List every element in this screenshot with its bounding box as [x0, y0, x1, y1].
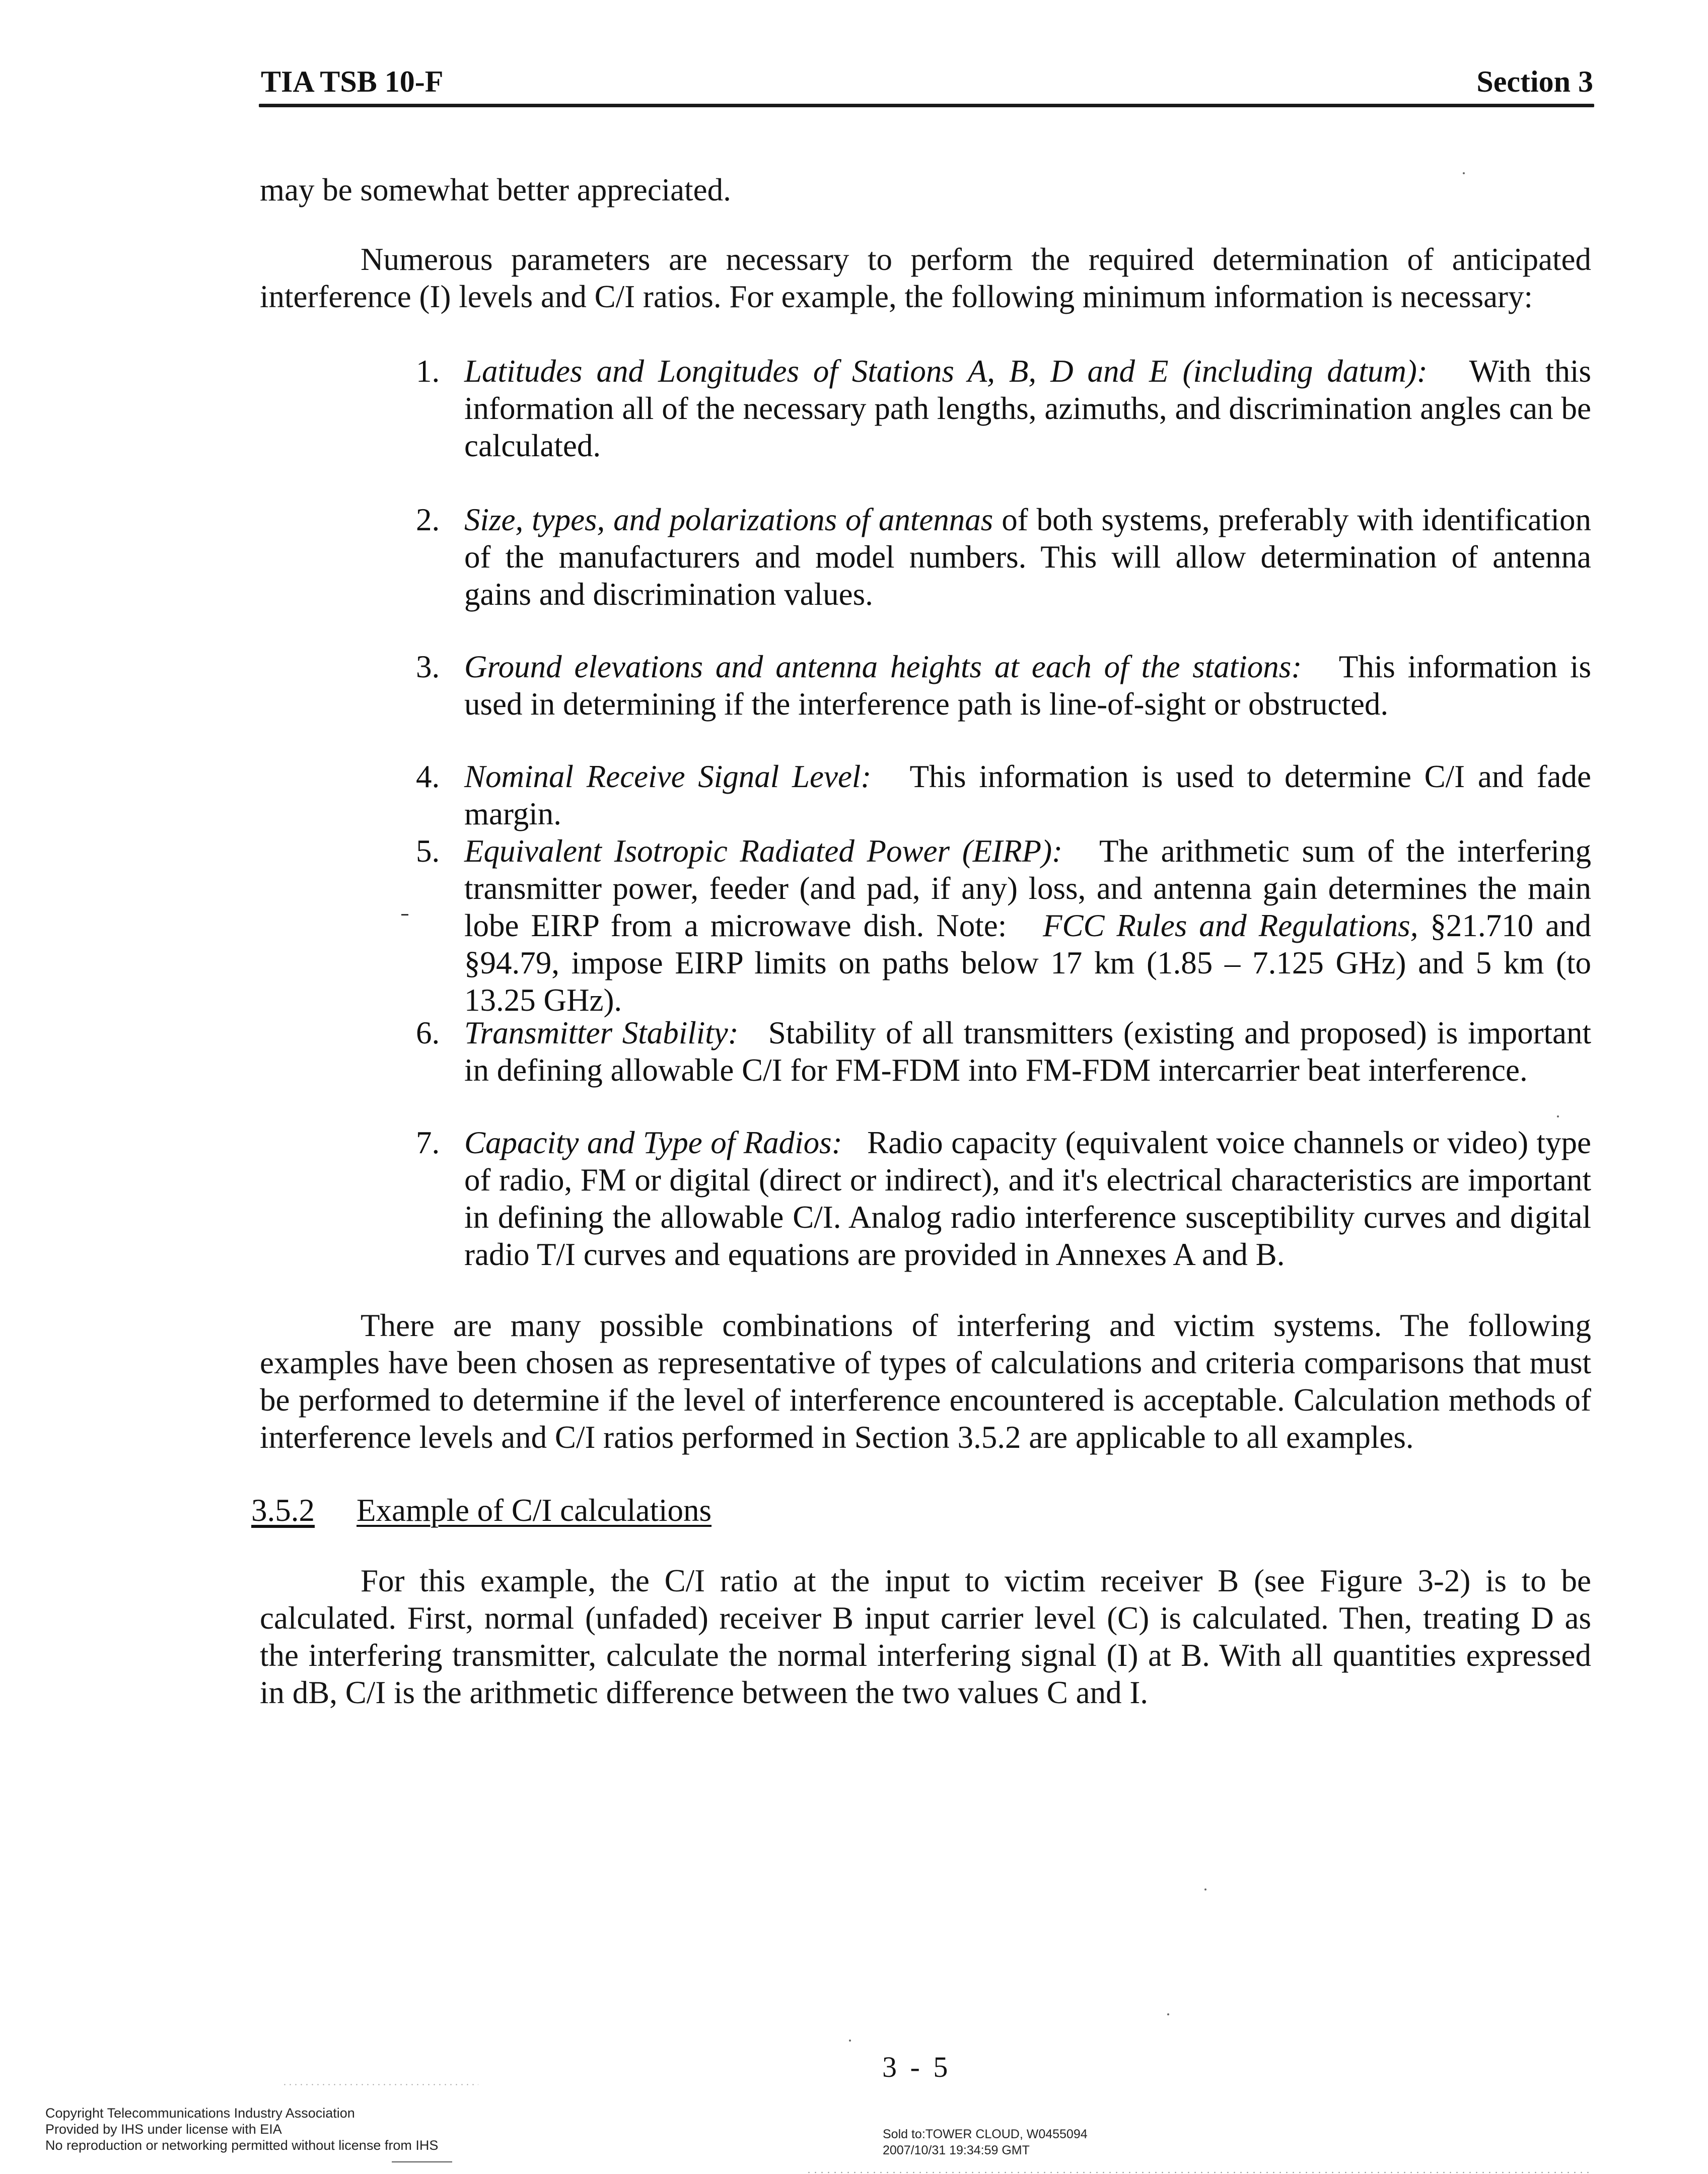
- scan-artifact-speck: [1463, 172, 1465, 174]
- timestamp: 2007/10/31 19:34:59 GMT: [883, 2143, 1030, 2157]
- scan-artifact-speck: [849, 2040, 851, 2042]
- list-text: The arithmetic sum of the interfering transmitter power, feeder (and pad, if any) loss, and antenna gain determines the main lobe EIRP from a microwave dish. Note:: [464, 833, 1592, 943]
- list-number: 5.: [416, 833, 440, 869]
- list-number: 4.: [416, 759, 440, 794]
- copyright-line: No reproduction or networking permitted without license from IHS: [45, 2138, 439, 2153]
- document-id: TIA TSB 10-F: [261, 65, 444, 98]
- scan-artifact-speck: [1204, 1888, 1206, 1890]
- page-header: [259, 61, 1594, 107]
- list-text: With this information all of the necessary path lengths, azimuths, and discrimination angles can be calculated.: [464, 354, 1592, 463]
- list-text: This information is used to determine C/I and fade margin.: [464, 759, 1591, 831]
- list-text: Radio capacity (equivalent voice channels or video) type of radio, FM or digital (direct or indirect), and it's electrical characteristics are important in defining the allowable C/I. Analog radio interference susceptibility curves and digital radio T/I curves and equations are provided in Annexes A and B.: [464, 1125, 1592, 1272]
- section-heading: [251, 1492, 711, 1529]
- list-term: Ground elevations and antenna heights at each of the stations:: [464, 649, 1302, 684]
- combinations-paragraph: [260, 1307, 1591, 1456]
- scan-artifact-dots: [282, 2084, 478, 2085]
- list-number: 6.: [416, 1015, 440, 1050]
- list-number: 1.: [416, 354, 440, 389]
- list-number: 3.: [416, 649, 440, 684]
- list-text: This information is used in determining if the interference path is line-of-sight or obstructed.: [464, 649, 1591, 722]
- copyright-line: Provided by IHS under license with EIA: [45, 2122, 282, 2137]
- sold-to: Sold to:TOWER CLOUD, W0455094: [883, 2127, 1088, 2141]
- sold-to-notice: [883, 2126, 1088, 2158]
- example-text: For this example, the C/I ratio at the input to victim receiver B (see Figure 3-2) is to be calculated. First, normal (unfaded) receiver B input carrier level (C) is calculated. Then, treating D as the interfering transmitter, calculate the normal interfering signal (I) at B. With all quantities expressed in dB, C/I is the arithmetic difference between the two values C and I.: [260, 1563, 1591, 1710]
- list-number: 2.: [416, 502, 440, 537]
- list-number: 7.: [416, 1125, 440, 1160]
- intro-text: Numerous parameters are necessary to perform the required determination of anticipated interference (I) levels and C/I ratios. For example, the following minimum information is necessary:: [260, 242, 1591, 314]
- list-term: Transmitter Stability:: [464, 1015, 739, 1050]
- list-term: Equivalent Isotropic Radiated Power (EIRP):: [464, 833, 1063, 869]
- scan-artifact-rule: [392, 2161, 452, 2162]
- scan-artifact-dash: [401, 914, 408, 916]
- example-paragraph: [260, 1562, 1591, 1711]
- section-number: [251, 1492, 357, 1529]
- scan-artifact-speck: [1167, 2013, 1169, 2015]
- continuation-paragraph: [260, 171, 1591, 208]
- list-text-after-citation: §21.710 and §94.79, impose EIRP limits on paths below 17 km (1.85 – 7.125 GHz) and 5 km (to 13.25 GHz).: [464, 908, 1592, 1018]
- list-term: Size, types, and polarizations of antennas: [464, 502, 993, 537]
- header-rule: [259, 104, 1594, 107]
- list-term: Nominal Receive Signal Level:: [464, 759, 872, 794]
- section-label: Section 3: [1476, 65, 1593, 98]
- copyright-line: Copyright Telecommunications Industry Association: [45, 2106, 355, 2121]
- list-text: of both systems, preferably with identification of the manufacturers and model numbers. This will allow determination of antenna gains and discrimination values.: [464, 502, 1591, 612]
- scan-artifact-speck: [1557, 1115, 1559, 1117]
- intro-paragraph: [260, 241, 1591, 315]
- scan-artifact-bottom-dots: [806, 2171, 1591, 2173]
- list-term: Capacity and Type of Radios:: [464, 1125, 842, 1160]
- continuation-text: may be somewhat better appreciated.: [260, 172, 731, 207]
- page-number: 3 - 5: [882, 2051, 951, 2083]
- copyright-notice: [45, 2105, 438, 2153]
- section-title: Example of C/I calculations: [357, 1493, 712, 1528]
- combinations-text: There are many possible combinations of interfering and victim systems. The following examples have been chosen as representative of types of calculations and criteria comparisons that must be performed to determine if the level of interference encountered is acceptable. Calculation methods of interference levels and C/I ratios performed in Section 3.5.2 are applicable to all examples.: [260, 1308, 1591, 1455]
- list-text: Stability of all transmitters (existing and proposed) is important in defining allowable C/I for FM-FDM into FM-FDM intercarrier beat interference.: [464, 1015, 1592, 1088]
- list-term: Latitudes and Longitudes of Stations A, B, D and E (including datum):: [464, 354, 1428, 389]
- citation: FCC Rules and Regulations,: [1042, 908, 1418, 943]
- section-number-text: 3.5.2: [251, 1493, 315, 1528]
